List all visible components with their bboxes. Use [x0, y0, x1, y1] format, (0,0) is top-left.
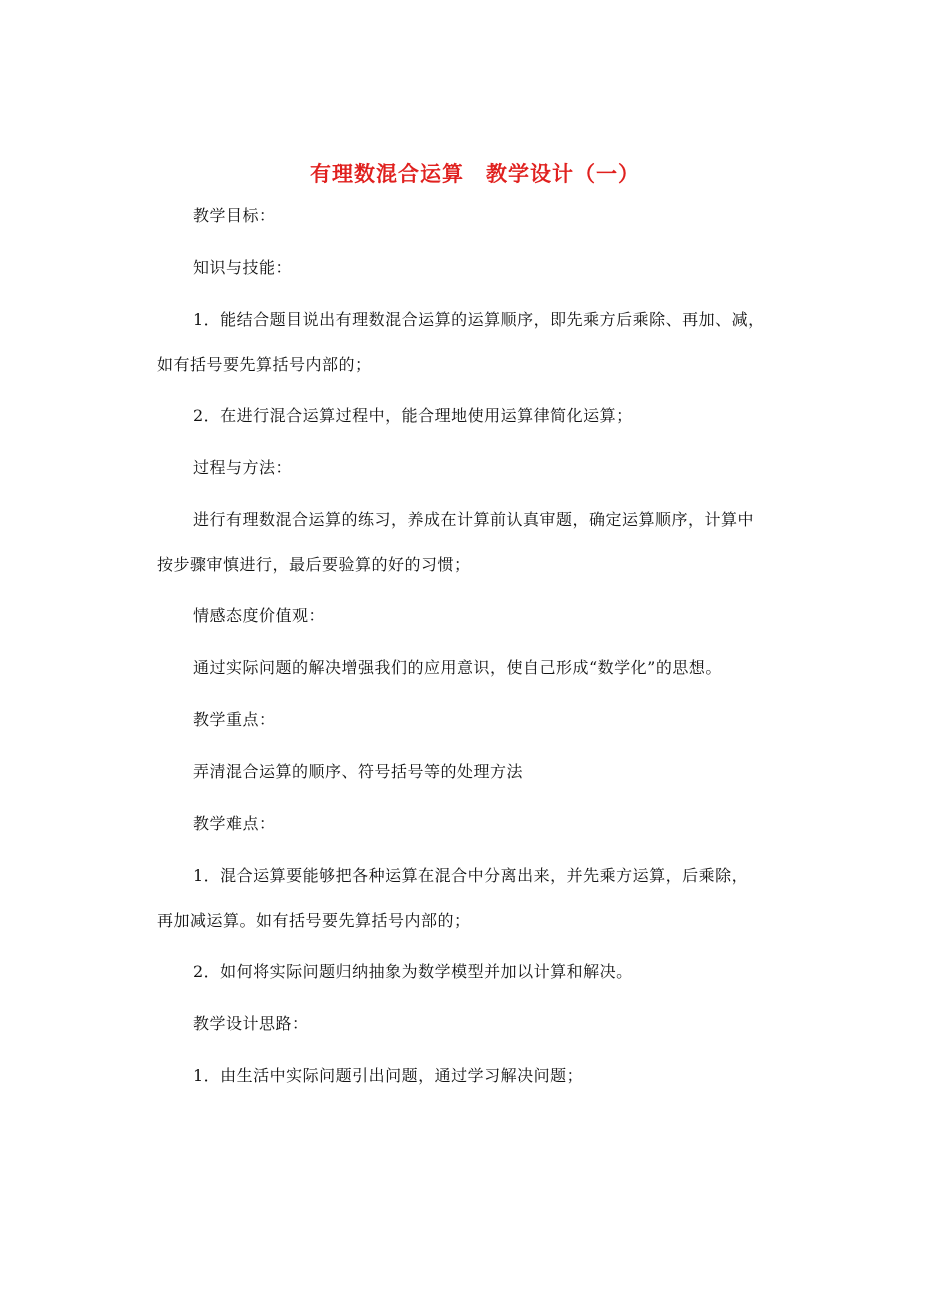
heading-design-ideas: 教学设计思路：: [193, 1014, 309, 1033]
paragraph-line: 进行有理数混合运算的练习，养成在计算前认真审题，确定运算顺序，计算中: [193, 510, 755, 529]
paragraph-line: 再加减运算。如有括号要先算括号内部的；: [157, 911, 471, 930]
heading-difficulties: 教学难点：: [193, 814, 276, 833]
heading-process-method: 过程与方法：: [193, 458, 293, 477]
paragraph-line: 2．如何将实际问题归纳抽象为数学模型并加以计算和解决。: [193, 962, 633, 981]
heading-attitude-values: 情感态度价值观：: [193, 606, 326, 625]
paragraph-line: 按步骤审慎进行，最后要验算的好的习惯；: [157, 555, 471, 574]
heading-key-points: 教学重点：: [193, 710, 276, 729]
paragraph-line: 1．混合运算要能够把各种运算在混合中分离出来，并先乘方运算，后乘除，: [193, 866, 749, 885]
document-title: 有理数混合运算 教学设计（一）: [310, 162, 640, 186]
paragraph-line: 通过实际问题的解决增强我们的应用意识，使自己形成“数学化”的思想。: [193, 658, 722, 677]
paragraph-line: 弄清混合运算的顺序、符号括号等的处理方法: [193, 762, 524, 781]
heading-teaching-goals: 教学目标：: [193, 206, 276, 225]
paragraph-line: 1．由生活中实际问题引出问题，通过学习解决问题；: [193, 1066, 584, 1085]
paragraph-line: 2．在进行混合运算过程中，能合理地使用运算律简化运算；: [193, 406, 633, 425]
heading-knowledge-skills: 知识与技能：: [193, 258, 293, 277]
paragraph-line: 1．能结合题目说出有理数混合运算的运算顺序，即先乘方后乘除、再加、减，: [193, 310, 765, 329]
paragraph-line: 如有括号要先算括号内部的；: [157, 355, 372, 374]
